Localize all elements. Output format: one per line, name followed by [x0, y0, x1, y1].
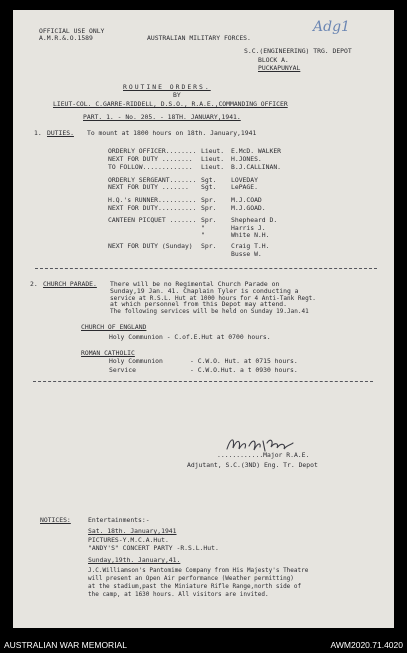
coe-service-line: Holy Communion - C.of.E.Hut at 0700 hours. — [109, 333, 271, 341]
church-line: at which personnel from this Depot may attend. — [110, 300, 287, 308]
routine-orders-title: ROUTINE ORDERS. — [123, 83, 211, 91]
archive-name: AUSTRALIAN WAR MEMORIAL — [4, 640, 127, 650]
duty-name: White N.H. — [231, 231, 270, 239]
entertainments-heading: Entertainments:- — [88, 516, 150, 524]
duty-name: LePAGE. — [231, 183, 258, 191]
part-number-line: PART. 1. - No. 205. - 18TH. JANUARY,1941. — [83, 113, 241, 121]
block-name: BLOCK A. — [258, 56, 289, 64]
church-of-england-heading: CHURCH OF ENGLAND — [81, 323, 147, 331]
archive-accession-number: AWM2020.71.4020 — [330, 640, 403, 650]
duty-role: CANTEEN PICQUET ....... — [108, 216, 197, 224]
rc-service-detail: - C.W.O. Hut. at 0715 hours. — [190, 357, 298, 365]
church-line: Sunday,19 Jan. 41. Chaplain Tyler is conducting a — [110, 287, 299, 295]
duty-name: Craig T.H. — [231, 242, 270, 250]
duty-rank: Spr. — [201, 196, 217, 204]
handwritten-reference: Adg1 — [313, 19, 350, 35]
by-label: BY — [173, 91, 181, 99]
duty-role: NEXT FOR DUTY ........ — [108, 155, 193, 163]
duty-name: Busse W. — [231, 250, 262, 258]
church-line: The following services will be held on Sunday 19.Jan.41 — [110, 308, 309, 315]
duty-rank: Spr. — [201, 216, 217, 224]
sunday-line: J.C.Williamson's Pantomime Company from His Majesty's Theatre — [88, 567, 309, 574]
saturday-item: "ANDY'S" CONCERT PARTY -R.S.L.Hut. — [88, 544, 219, 552]
roman-catholic-heading: ROMAN CATHOLIC — [81, 349, 135, 357]
duties-number: 1. — [34, 129, 42, 137]
duty-rank: Spr. — [201, 242, 217, 250]
duty-name: M.J.GOAD. — [231, 204, 266, 212]
duty-rank: Spr. — [201, 204, 217, 212]
church-parade-heading: CHURCH PARADE. — [43, 280, 97, 288]
duty-name: H.JONES. — [231, 155, 262, 163]
saturday-date: Sat. 18th. January,1941 — [88, 527, 177, 535]
duty-role: NEXT FOR DUTY ....... — [108, 183, 189, 191]
sunday-line: the camp, at 1630 hours. All visitors are invited. — [88, 591, 269, 598]
duty-name: Shepheard D. — [231, 216, 278, 224]
duty-role: ORDERLY SERGEANT....... — [108, 176, 197, 184]
divider — [33, 381, 373, 382]
location-name: PUCKAPUNYAL — [258, 64, 301, 72]
adjutant-title-line: Adjutant, S.C.(3ND) Eng. Tr. Depot — [187, 461, 318, 469]
church-line: There will be no Regimental Church Parade on — [110, 280, 280, 288]
duty-rank: Sgt. — [201, 183, 217, 191]
duty-role: NEXT FOR DUTY (Sunday) — [108, 242, 193, 250]
rc-service-name: Service — [109, 366, 136, 374]
church-number: 2. — [30, 280, 38, 288]
duty-rank: Lieut. — [201, 163, 225, 171]
duties-heading: DUTIES. — [47, 129, 74, 137]
archive-footer — [0, 637, 407, 653]
duty-role: TO FOLLOW............. — [108, 163, 193, 171]
divider — [35, 268, 377, 269]
commanding-officer-line: LIEUT-COL. C.GARRE-RIDDELL, D.S.O., R.A.E.,COMMANDING OFFICER — [53, 100, 288, 108]
sunday-date: Sunday,19th. January,41. — [88, 556, 181, 564]
rc-service-name: Holy Communion — [109, 357, 163, 365]
unit-name: S.C.(ENGINEERING) TRG. DEPOT — [244, 47, 352, 55]
saturday-item: PICTURES-Y.M.C.A.Hut. — [88, 536, 169, 544]
amr-reference: A.M.R.&.O.1589 — [39, 34, 93, 42]
sunday-line: will present an Open Air performance (Weather permitting) — [88, 575, 294, 582]
duty-rank: " — [201, 224, 205, 232]
forces-heading: AUSTRALIAN MILITARY FORCES. — [147, 34, 251, 42]
duty-name: LOVEDAY — [231, 176, 258, 184]
duty-role: ORDERLY OFFICER........ — [108, 147, 197, 155]
duty-role: H.Q.'s RUNNER.......... — [108, 196, 197, 204]
duty-name: Harris J. — [231, 224, 266, 232]
document-page — [13, 10, 394, 628]
church-line: service at R.S.L. Hut at 1000 hours for 4 Anti-Tank Regt. — [110, 295, 316, 302]
duty-name: E.McD. WALKER — [231, 147, 282, 155]
duty-rank: Lieut. — [201, 155, 225, 163]
adjutant-rank-line: ............Major R.A.E. — [217, 451, 310, 459]
official-use-stamp: OFFICIAL USE ONLY — [39, 27, 105, 35]
duties-intro: To mount at 1800 hours on 18th. January,1941 — [87, 129, 257, 137]
duty-rank: " — [201, 231, 205, 239]
sunday-line: at the stadium,past the Miniature Rifle Range,north side of — [88, 583, 302, 590]
duty-rank: Lieut. — [201, 147, 225, 155]
duty-name: M.J.COAD — [231, 196, 262, 204]
duty-rank: Sgt. — [201, 176, 217, 184]
notices-label: NOTICES: — [40, 516, 71, 524]
duty-role: NEXT FOR DUTY.......... — [108, 204, 197, 212]
duty-name: B.J.CALLINAN. — [231, 163, 282, 171]
rc-service-detail: - C.W.O.Hut. a t 0930 hours. — [190, 366, 298, 374]
